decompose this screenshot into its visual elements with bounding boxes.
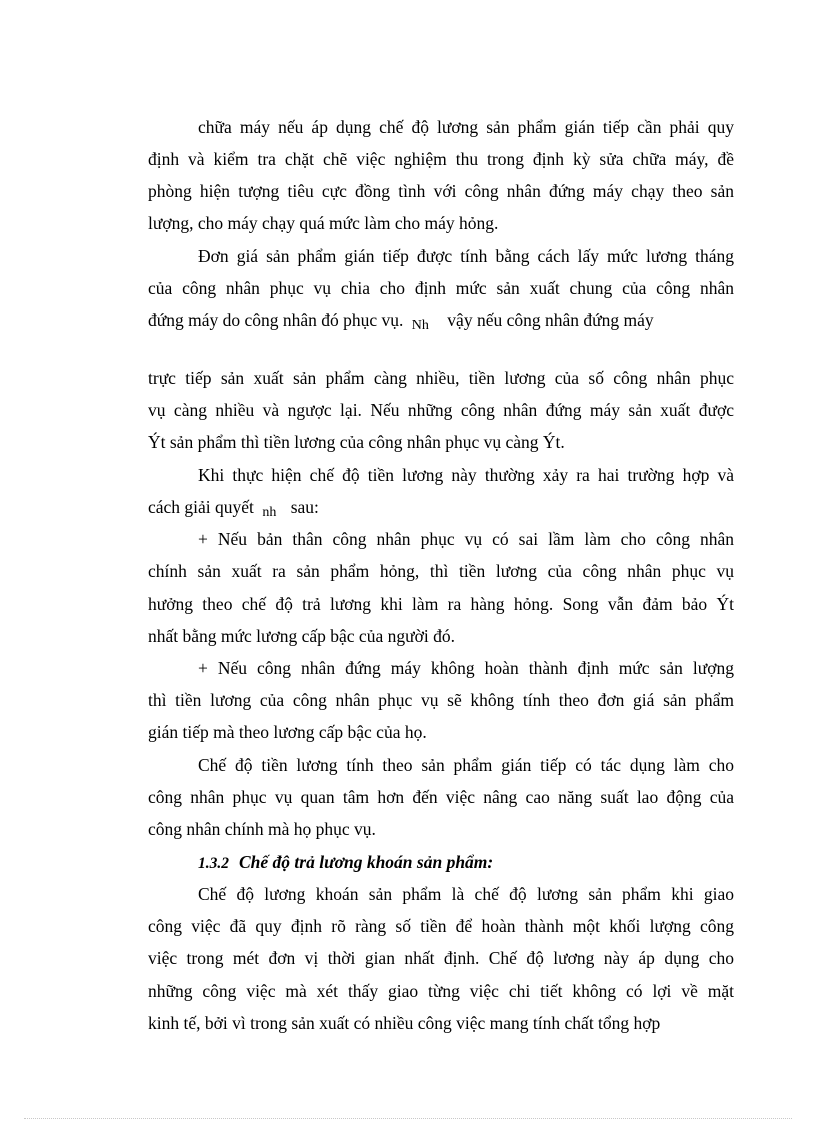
text-fragment: đứng máy do công nhân đó phục vụ. — [148, 310, 404, 330]
text-line: phòng hiện tượng tiêu cực đồng tình với công nhân đứng máy chạy theo sản — [148, 181, 734, 201]
text-line: + Nếu công nhân đứng máy không hoàn thành định mức sản lượng — [198, 658, 734, 678]
section-heading — [198, 851, 734, 875]
text-line: công nhân phục vụ quan tâm hơn đến việc nâng cao năng suất lao động của — [148, 787, 734, 807]
text-line-split — [148, 496, 734, 521]
text-line: hưởng theo chế độ trả lương khi làm ra hàng hỏng. Song vẫn đảm bảo Ýt — [148, 594, 734, 614]
text-line: công nhân chính mà họ phục vụ. — [148, 819, 376, 839]
text-line: việc trong mét đơn vị thời gian nhất định. Chế độ lương này áp dụng cho — [148, 948, 734, 968]
page-bottom-divider — [24, 1118, 792, 1119]
text-fragment: cách giải quyết — [148, 497, 254, 517]
text-line: lượng, cho máy chạy quá mức làm cho máy hỏng. — [148, 213, 499, 233]
text-line: chữa máy nếu áp dụng chế độ lương sản phẩm gián tiếp cần phải quy — [198, 117, 734, 137]
text-line: + Nếu bản thân công nhân phục vụ có sai lầm làm cho công nhân — [198, 529, 734, 549]
text-line: Khi thực hiện chế độ tiền lương này thường xảy ra hai trường hợp và — [198, 465, 734, 485]
text-line: Ýt sản phẩm thì tiền lương của công nhân phục vụ càng Ýt. — [148, 432, 565, 452]
text-line: Chế độ tiền lương tính theo sản phẩm gián tiếp có tác dụng làm cho — [198, 755, 734, 775]
text-fragment: vậy nếu công nhân đứng máy — [447, 310, 654, 330]
text-line: công việc đã quy định rõ ràng số tiền để hoàn thành một khối lượng công — [148, 916, 734, 936]
text-fragment-small: nh — [262, 505, 277, 520]
text-line: chính sản xuất ra sản phẩm hỏng, thì tiền lương của công nhân phục vụ — [148, 561, 734, 581]
text-line: nhất bằng mức lương cấp bậc của người đó. — [148, 626, 455, 646]
text-line: của công nhân phục vụ chia cho định mức sản xuất chung của công nhân — [148, 278, 734, 298]
text-line: những công việc mà xét thấy giao từng việc chi tiết không có lợi về mặt — [148, 981, 734, 1001]
text-line-split — [148, 309, 734, 334]
text-line: thì tiền lương của công nhân phục vụ sẽ không tính theo đơn giá sản phẩm — [148, 690, 734, 710]
section-number: 1.3.2 — [198, 855, 229, 872]
text-line: kinh tế, bởi vì trong sản xuất có nhiều công việc mang tính chất tổng hợp — [148, 1013, 661, 1033]
text-line: trực tiếp sản xuất sản phẩm càng nhiều, tiền lương của số công nhân phục — [148, 368, 734, 388]
text-fragment: sau: — [290, 497, 319, 517]
text-line: định và kiểm tra chặt chẽ việc nghiệm thu trong định kỳ sửa chữa máy, đề — [148, 149, 734, 169]
text-line: vụ càng nhiều và ngược lại. Nếu những công nhân đứng máy sản xuất được — [148, 400, 734, 420]
text-line: Đơn giá sản phẩm gián tiếp được tính bằng cách lấy mức lương tháng — [198, 246, 734, 266]
section-title: Chế độ trả lương khoán sản phẩm: — [239, 852, 494, 872]
text-line: gián tiếp mà theo lương cấp bậc của họ. — [148, 722, 427, 742]
text-line: Chế độ lương khoán sản phẩm là chế độ lương sản phẩm khi giao — [198, 884, 734, 904]
text-fragment-small: Nh — [411, 318, 429, 333]
